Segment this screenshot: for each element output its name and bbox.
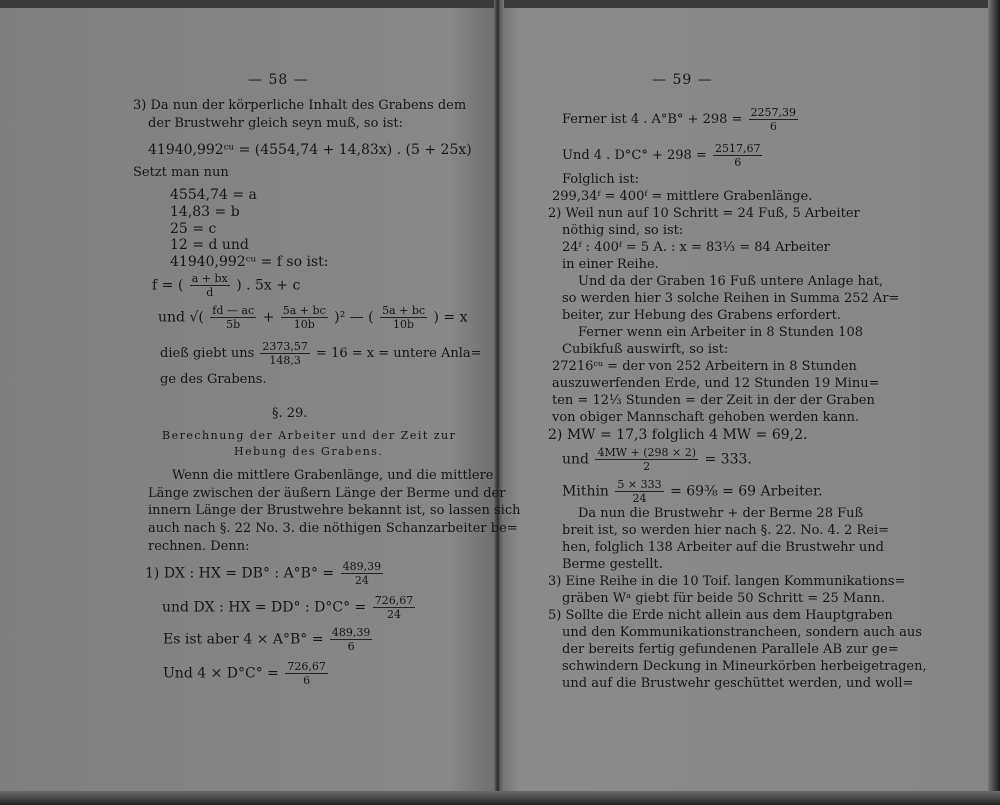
text-line: und auf die Brustwehr geschüttet werden, und woll=	[562, 676, 914, 691]
fraction	[595, 446, 698, 473]
formula-part: 1) DX : HX = DB° : A°B° =	[145, 565, 335, 582]
text-line: und	[562, 451, 589, 468]
text-line: ten = 12⅓ Stunden = der Zeit in der der Graben	[552, 393, 875, 408]
text-line: Ferner ist 4 . A°B° + 298 =	[562, 112, 743, 127]
fraction-numerator: a + bx	[191, 272, 228, 285]
text-line: 27216ᶜᵘ = der von 252 Arbeitern in 8 Stunden	[552, 359, 857, 374]
fraction-denominator: 148,3	[269, 354, 301, 367]
fraction-numerator: 726,67	[374, 594, 414, 607]
text-line: 24ᶠ : 400ᶠ = 5 A. : x = 83⅓ = 84 Arbeiter	[562, 240, 830, 255]
text-line: ge des Grabens.	[160, 372, 267, 387]
text-line: Setzt man nun	[133, 165, 229, 180]
formula-part: ) = x	[433, 309, 468, 326]
text-line: Länge zwischen der äußern Länge der Berme und der	[148, 486, 506, 501]
fraction-denominator: 24	[386, 608, 401, 621]
text-line: in einer Reihe.	[562, 257, 659, 272]
fraction-numerator: 489,39	[342, 560, 382, 573]
formula-line	[163, 660, 330, 687]
book-gutter	[494, 0, 504, 805]
fraction-denominator: d	[206, 286, 214, 299]
right-page	[504, 0, 988, 805]
text-line: 3) Eine Reihe in die 10 Toif. langen Kommunikations=	[548, 574, 906, 589]
fraction-denominator: 24	[354, 574, 369, 587]
fraction	[380, 304, 427, 331]
text-line: und den Kommunikationstrancheen, sondern auch aus	[562, 625, 922, 640]
text-line: beiter, zur Hebung des Grabens erfordert.	[562, 308, 841, 323]
fraction-numerator: 726,67	[287, 660, 326, 673]
fraction-numerator: 5a + bc	[382, 304, 426, 317]
text-line: auch nach §. 22 No. 3. die nöthigen Schanzarbeiter be=	[148, 521, 518, 536]
formula-part: = 333.	[704, 451, 752, 468]
formula-root: und √( $\frac{fd — ac}{5b}$ + $\frac{5a + bc}{10b}$ )² — ( $\frac{5a + bc}{10b}$ ) = x	[158, 304, 468, 331]
formula-part: und √(	[158, 309, 204, 326]
text-line: Folglich ist:	[562, 172, 640, 187]
formula-f	[152, 272, 300, 299]
formula-part: ) . 5x + c	[236, 277, 301, 294]
formula-line	[163, 626, 374, 653]
formula-line: 25 = c	[170, 221, 217, 237]
fraction	[373, 594, 416, 621]
text-line: Und da der Graben 16 Fuß untere Anlage hat,	[578, 274, 884, 289]
fraction	[330, 626, 373, 653]
fraction-denominator: 10b	[393, 318, 415, 331]
formula-line: 41940,992ᶜᵘ = (4554,74 + 14,83x) . (5 + 25x)	[148, 142, 472, 158]
section-heading: Berechnung der Arbeiter und der Zeit zur	[162, 429, 457, 442]
text-line: 3) Da nun der körperliche Inhalt des Grabens dem	[133, 98, 467, 113]
fraction-numerator: 5a + bc	[282, 304, 326, 317]
fraction-numerator: 2373,57	[262, 340, 308, 353]
text-line: gräben Wᵃ giebt für beide 50 Schritt = 25 Mann.	[562, 591, 885, 606]
formula-line: 14,83 = b	[170, 204, 240, 220]
fraction	[713, 142, 763, 169]
fraction-denominator: 6	[769, 120, 777, 133]
formula-line: 12 = d und	[170, 237, 249, 253]
text-line: schwindern Deckung in Mineurkörben herbeigetragen,	[562, 659, 927, 674]
formula-line	[145, 560, 385, 587]
text-line: von obiger Mannschaft gehoben werden kann.	[552, 410, 860, 425]
formula-part: Und 4 × D°C° =	[163, 665, 279, 682]
fraction-denominator: 6	[347, 640, 355, 653]
formula-part: Es ist aber 4 × A°B° =	[163, 631, 324, 648]
text-line: Berme gestellt.	[562, 557, 663, 572]
section-heading: Hebung des Grabens.	[234, 445, 384, 458]
text-line: breit ist, so werden hier nach §. 22. No. 4. 2 Rei=	[562, 523, 890, 538]
formula-line	[562, 142, 764, 169]
fraction-denominator: 24	[632, 492, 647, 505]
fraction-denominator: 10b	[293, 318, 315, 331]
formula-part: = 69⅜ = 69 Arbeiter.	[670, 483, 823, 500]
page-number: — 58 —	[248, 72, 309, 88]
text-line: Und 4 . D°C° + 298 =	[562, 148, 707, 163]
text-line: der bereits fertig gefundenen Parallele AB zur ge=	[562, 642, 899, 657]
formula-line	[562, 446, 752, 473]
fraction	[749, 106, 799, 133]
formula-line	[162, 594, 417, 621]
text-line: Ferner wenn ein Arbeiter in 8 Stunden 108	[578, 325, 863, 340]
fraction-numerator: 489,39	[331, 626, 371, 639]
page-edge	[988, 0, 1000, 805]
text-line: 299,34ᶠ = 400ᶠ = mittlere Grabenlänge.	[552, 189, 813, 204]
fraction-denominator: 2	[643, 460, 651, 473]
fraction-denominator: 6	[734, 156, 742, 169]
formula-part: und DX : HX = DD° : D°C° =	[162, 599, 367, 616]
text-line: rechnen. Denn:	[148, 539, 250, 554]
fraction	[260, 340, 310, 367]
formula-line: 4554,74 = a	[170, 187, 257, 203]
page-number: — 59 —	[652, 72, 713, 88]
text-line: so werden hier 3 solche Reihen in Summa 252 Ar=	[562, 291, 900, 306]
text-line: Mithin	[562, 483, 609, 500]
fraction-numerator: 4MW + (298 × 2)	[597, 446, 697, 459]
text-line: Da nun die Brustwehr + der Berme 28 Fuß	[578, 506, 864, 521]
formula-result	[160, 340, 482, 367]
text-line: auszuwerfenden Erde, und 12 Stunden 19 Minu=	[552, 376, 880, 391]
text-line: Wenn die mittlere Grabenlänge, und die mittlere	[172, 468, 494, 483]
fraction-numerator: 5 × 333	[617, 478, 662, 491]
text-line: der Brustwehr gleich seyn muß, so ist:	[148, 116, 403, 131]
formula-part: f = (	[152, 277, 184, 294]
fraction-numerator: 2257,39	[750, 106, 797, 119]
text-line: hen, folglich 138 Arbeiter auf die Brustwehr und	[562, 540, 884, 555]
fraction-denominator: 6	[303, 674, 311, 687]
fraction-numerator: fd — ac	[212, 304, 255, 317]
text-line: Cubikfuß auswirft, so ist:	[562, 342, 729, 357]
text-line: 5) Sollte die Erde nicht allein aus dem Hauptgraben	[548, 608, 893, 623]
fraction	[281, 304, 328, 331]
fraction-numerator: 2517,67	[714, 142, 761, 155]
fraction	[210, 304, 256, 331]
formula-line	[562, 106, 800, 133]
fraction	[285, 660, 328, 687]
text-line: 2) Weil nun auf 10 Schritt = 24 Fuß, 5 Arbeiter	[548, 206, 860, 221]
text-line: nöthig sind, so ist:	[562, 223, 684, 238]
fraction-denominator: 5b	[226, 318, 241, 331]
section-number: §. 29.	[272, 406, 308, 421]
fraction	[341, 560, 384, 587]
text-line: = 16 = x = untere Anla=	[316, 346, 482, 361]
formula-line: 41940,992ᶜᵘ = f so ist:	[170, 254, 329, 270]
fraction	[615, 478, 663, 505]
formula-part: )² — (	[334, 309, 374, 326]
formula-line: 2) MW = 17,3 folglich 4 MW = 69,2.	[548, 427, 808, 443]
text-line: innern Länge der Brustwehre bekannt ist, so lassen sich	[148, 503, 521, 518]
formula-line	[562, 478, 823, 505]
fraction	[190, 272, 230, 299]
text-line: dieß giebt uns	[160, 346, 255, 361]
